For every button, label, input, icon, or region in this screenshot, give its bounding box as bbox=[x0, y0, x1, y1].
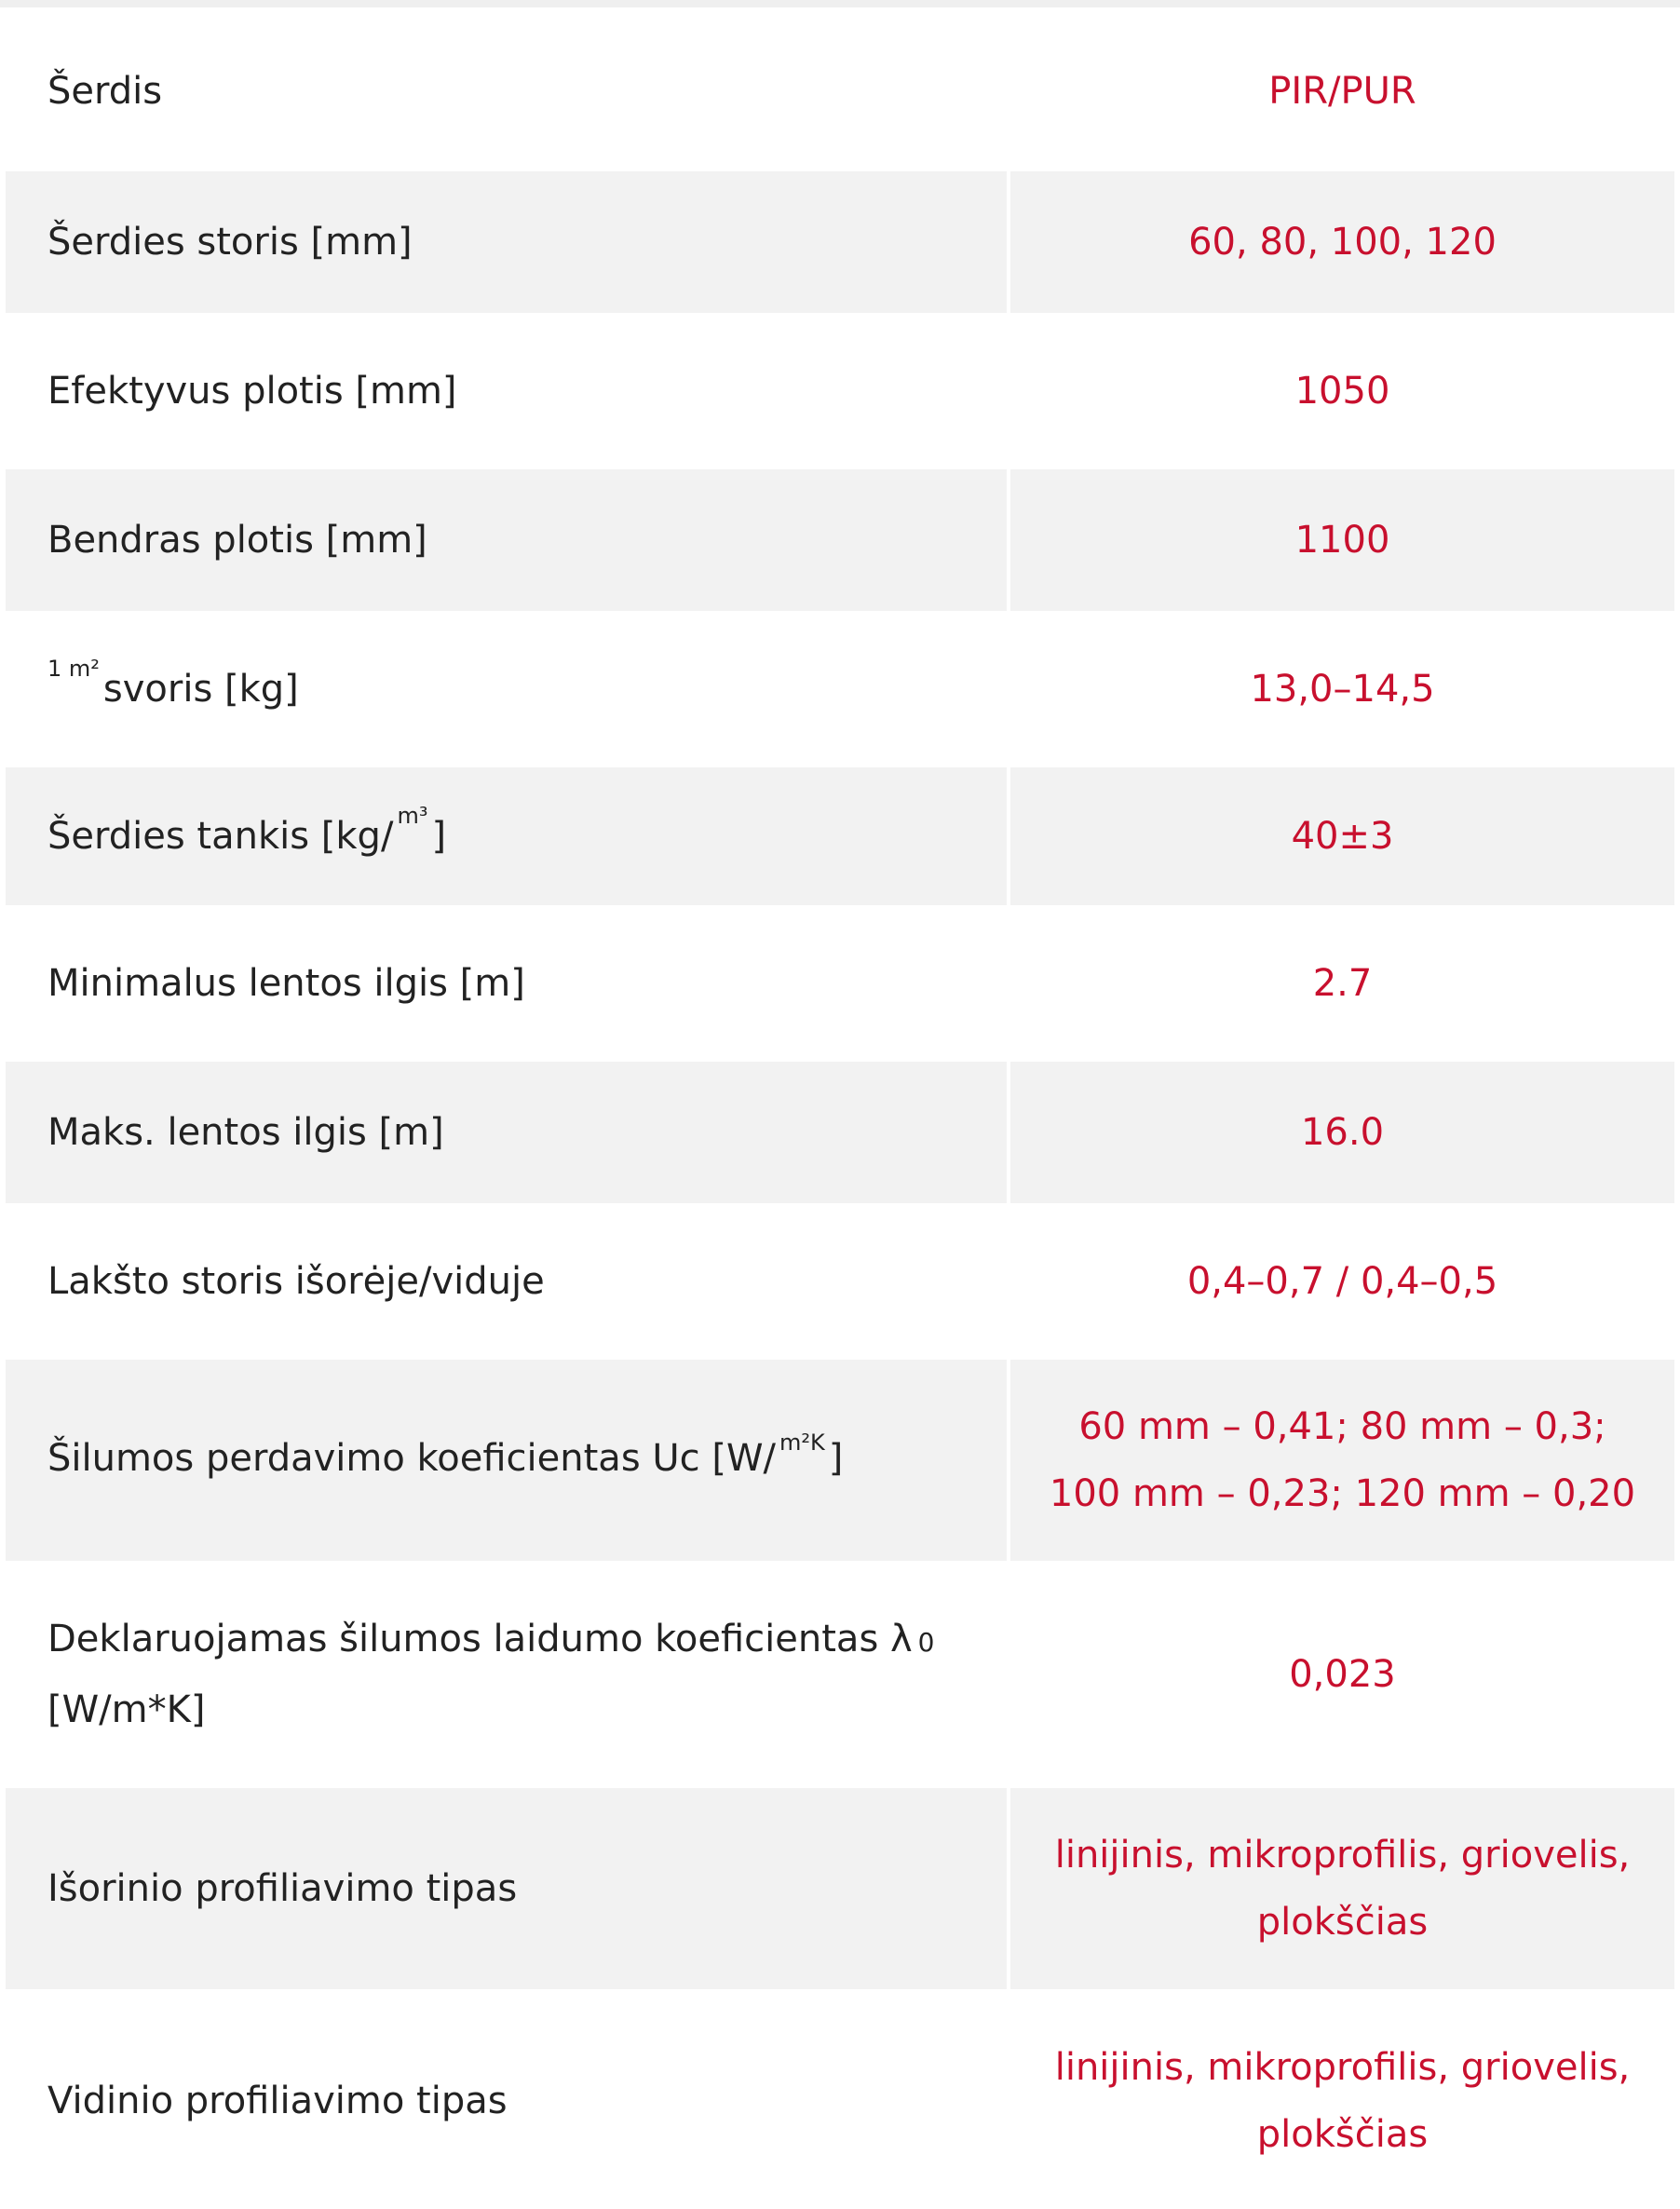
row-value: linijinis, mikroprofilis, griovelis, plokščias bbox=[1010, 1788, 1674, 1989]
row-value: 1100 bbox=[1010, 469, 1674, 611]
row-label: 1 m² svoris [kg] bbox=[6, 615, 1007, 764]
unit-superscript: 1 m² bbox=[47, 656, 100, 682]
row-value: PIR/PUR bbox=[1010, 15, 1674, 168]
row-value: 60 mm – 0,41; 80 mm – 0,3; 100 mm – 0,23; 120 mm – 0,20 bbox=[1010, 1360, 1674, 1561]
row-value: linijinis, mikroprofilis, griovelis, plokščias bbox=[1010, 1993, 1674, 2209]
row-label: Šilumos perdavimo koeficientas Uc [W/ $^{m^2K}$ ] bbox=[6, 1360, 1007, 1561]
row-value: 2.7 bbox=[1010, 909, 1674, 1058]
row-label: Šerdis bbox=[6, 15, 1007, 168]
table-row bbox=[0, 1788, 1680, 1989]
row-label: Vidinio profiliavimo tipas bbox=[6, 1993, 1007, 2209]
row-value: 0,023 bbox=[1010, 1565, 1674, 1784]
table-row bbox=[0, 909, 1680, 1058]
table-row bbox=[0, 469, 1680, 611]
row-label: Maks. lentos ilgis [m] bbox=[6, 1062, 1007, 1203]
unit-subscript: 0 bbox=[917, 1627, 935, 1658]
row-label: Deklaruojamas šilumos laidumo koeficientas λ 0 [W/m*K] bbox=[6, 1565, 1007, 1784]
table-row bbox=[0, 15, 1680, 168]
table-row bbox=[0, 317, 1680, 466]
unit-superscript: m²K bbox=[779, 1429, 825, 1456]
row-value: 60, 80, 100, 120 bbox=[1010, 171, 1674, 313]
table-row bbox=[0, 1062, 1680, 1203]
row-label: Minimalus lentos ilgis [m] bbox=[6, 909, 1007, 1058]
row-label: Šerdies tankis [kg/ m³ ] bbox=[6, 767, 1007, 905]
table-row bbox=[0, 1993, 1680, 2209]
table-row bbox=[0, 171, 1680, 313]
row-value: 1050 bbox=[1010, 317, 1674, 466]
unit-superscript: m³ bbox=[397, 803, 428, 829]
row-label: Išorinio profiliavimo tipas bbox=[6, 1788, 1007, 1989]
row-label: Bendras plotis [mm] bbox=[6, 469, 1007, 611]
row-value: 16.0 bbox=[1010, 1062, 1674, 1203]
row-label: Lakšto storis išorėje/viduje bbox=[6, 1207, 1007, 1356]
row-label: Efektyvus plotis [mm] bbox=[6, 317, 1007, 466]
row-label: Šerdies storis [mm] bbox=[6, 171, 1007, 313]
table-row bbox=[0, 1207, 1680, 1356]
table-row bbox=[0, 767, 1680, 905]
row-value: 13,0–14,5 bbox=[1010, 615, 1674, 764]
table-row bbox=[0, 1360, 1680, 1561]
row-value: 0,4–0,7 / 0,4–0,5 bbox=[1010, 1207, 1674, 1356]
row-value: 40±3 bbox=[1010, 767, 1674, 905]
table-row bbox=[0, 1565, 1680, 1784]
table-row bbox=[0, 615, 1680, 764]
